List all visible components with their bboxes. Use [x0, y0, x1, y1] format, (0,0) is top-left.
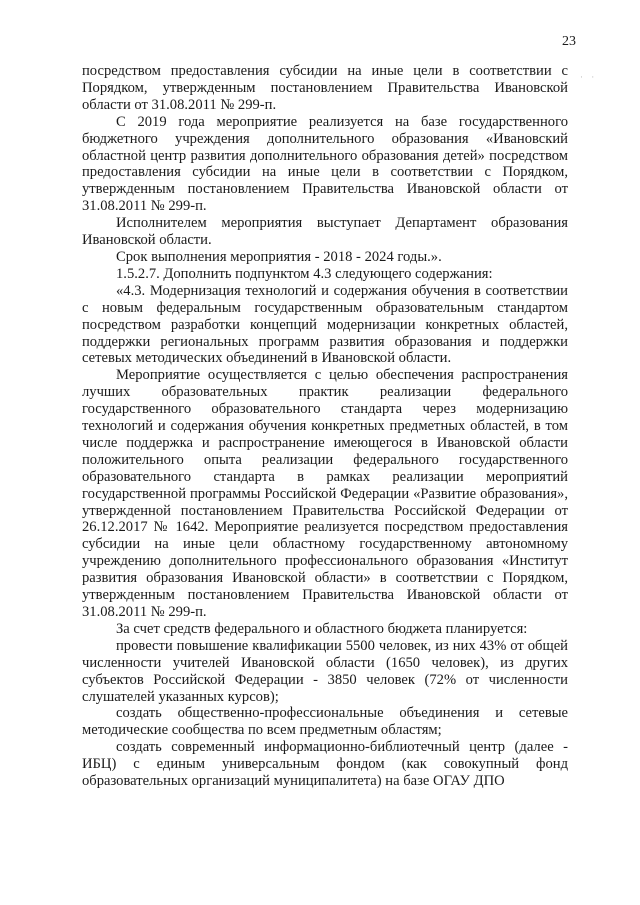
paragraph: «4.3. Модернизация технологий и содержания обучения в соответствии с новым федеральным государственным образовательным стандартом посредством разработки концепций модернизации конкретных областей, поддержки региональных программ развития образования и поддержки сетевых методических объединений в Ивановской области. [82, 282, 568, 367]
paragraph: создать общественно-профессиональные объединения и сетевые методические сообщества по всем предметным областям; [82, 705, 568, 739]
page-number: 23 [562, 34, 576, 49]
paragraph: Исполнителем мероприятия выступает Департамент образования Ивановской области. [82, 215, 568, 249]
paragraph: Срок выполнения мероприятия - 2018 - 2024 годы.». [116, 248, 442, 265]
paragraph: Мероприятие осуществляется с целью обеспечения распространения лучших образовательных практик реализации федерального государственного образовательного стандарта через модернизацию технологий и содержания обучения конкретных предметных областей, в том числе поддержка и распространение имеющегося в Ивановской области положительного опыта реализации федерального государственного образовательного стандарта в рамках реализации мероприятий государственной программы Российской Федерации «Развитие образования», утвержденной постановлением Правительства Российской Федерации от 26.12.2017 № 1642. Мероприятие реализуется посредством предоставления субсидии на иные цели областному государственному автономному учреждению дополнительного профессионального образования «Институт развития образования Ивановской области» в соответствии с Порядком, утвержденным постановлением Правительства Ивановской области от 31.08.2011 № 299-п. [82, 367, 568, 620]
paragraph: посредством предоставления субсидии на иные цели в соответствии с Порядком, утвержденным постановлением Правительства Ивановской области от 31.08.2011 № 299-п. [82, 63, 568, 113]
paragraph: провести повышение квалификации 5500 человек, из них 43% от общей численности учителей Ивановской области (1650 человек), из других субъектов Российской Федерации - 3850 человек (72% от численности слушателей указанных курсов); [82, 637, 568, 705]
document-body [82, 63, 568, 790]
paragraph: За счет средств федерального и областного бюджета планируется: [116, 620, 528, 637]
scan-artifact: · · [580, 72, 598, 82]
paragraph: 1.5.2.7. Дополнить подпунктом 4.3 следующего содержания: [116, 265, 493, 282]
paragraph: создать современный информационно-библиотечный центр (далее - ИБЦ) с единым универсальным фондом (как совокупный фонд образовательных организаций муниципалитета) на базе ОГАУ ДПО [82, 739, 568, 790]
paragraph: С 2019 года мероприятие реализуется на базе государственного бюджетного учреждения дополнительного образования «Ивановский областной центр развития дополнительного образования детей» посредством предоставления субсидии на иные цели в соответствии с Порядком, утвержденным постановлением Правительства Ивановской области от 31.08.2011 № 299-п. [82, 113, 568, 215]
